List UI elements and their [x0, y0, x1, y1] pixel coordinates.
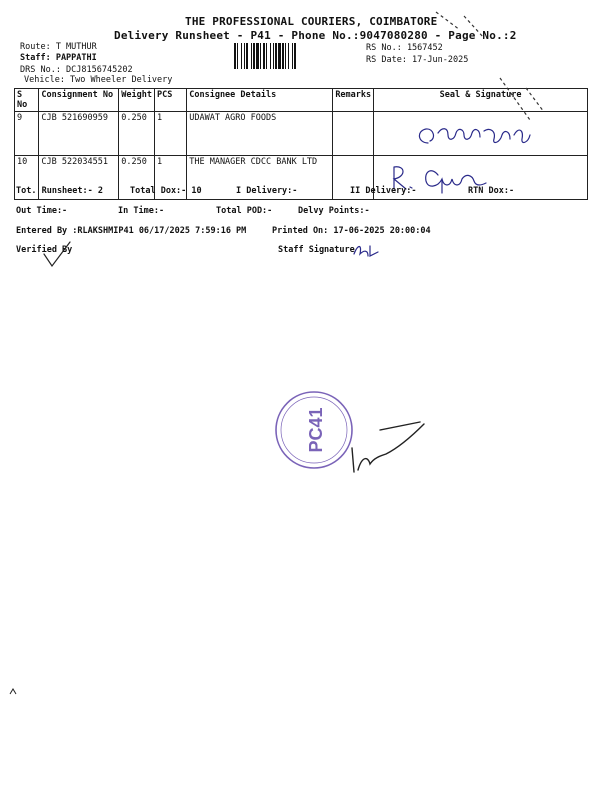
col-header-weight: Weight: [119, 89, 155, 112]
rs-date: RS Date: 17-Jun-2025: [366, 55, 469, 65]
entered-by: Entered By :RLAKSHMIP41 06/17/2025 7:59:16 PM: [16, 226, 247, 236]
stray-mark: [8, 686, 18, 696]
delvy-points: Delvy Points:-: [298, 206, 370, 216]
cell-weight: 0.250: [119, 156, 155, 200]
cell-consignee: THE MANAGER CDCC BANK LTD: [187, 156, 333, 200]
cell-remarks: [333, 112, 374, 156]
barcode-image: [234, 43, 346, 69]
total-dox: Total Dox:- 10: [130, 186, 202, 196]
col-header-consignment: Consignment No: [39, 89, 119, 112]
verified-by-label: Verified By: [16, 245, 73, 255]
col-header-pcs: PCS: [154, 89, 186, 112]
out-time: Out Time:-: [16, 206, 68, 216]
total-pod: Total POD:-: [216, 206, 273, 216]
in-time: In Time:-: [118, 206, 165, 216]
cell-consignee: UDAWAT AGRO FOODS: [187, 112, 333, 156]
pen-mark-lines: [430, 8, 550, 128]
col-header-signature: Seal & Signature: [374, 89, 588, 112]
cell-sno: 10: [15, 156, 39, 200]
cell-consignment: CJB 521690959: [39, 112, 119, 156]
drs-number: DRS No.: DCJ8156745202: [20, 65, 133, 75]
cell-weight: 0.250: [119, 112, 155, 156]
tot-runsheet: Tot. Runsheet:- 2: [16, 186, 103, 196]
cell-sno: 9: [15, 112, 39, 156]
col-header-remarks: Remarks: [333, 89, 374, 112]
ii-delivery: II Delivery:-: [350, 186, 417, 196]
vehicle-label: Vehicle: Two Wheeler Delivery: [24, 75, 173, 85]
cell-consignment: CJB 522034551: [39, 156, 119, 200]
staff-label: Staff: PAPPATHI: [20, 53, 97, 63]
cell-pcs: 1: [154, 156, 186, 200]
document-title: THE PROFESSIONAL COURIERS, COIMBATORE: [185, 15, 438, 28]
printed-on: Printed On: 17-06-2025 20:00:04: [272, 226, 431, 236]
col-header-consignee: Consignee Details: [187, 89, 333, 112]
staff-signature-scribble: [352, 240, 382, 260]
stamp-text: PC41: [306, 407, 326, 453]
i-delivery: I Delivery:-: [236, 186, 298, 196]
rtn-dox: RTN Dox:-: [468, 186, 515, 196]
cell-pcs: 1: [154, 112, 186, 156]
document-subtitle: Delivery Runsheet - P41 - Phone No.:9047080280 - Page No.:2: [114, 29, 517, 42]
checkmark-icon: [40, 236, 80, 270]
route-label: Route: T MUTHUR: [20, 42, 97, 52]
rs-number: RS No.: 1567452: [366, 43, 443, 53]
col-header-sno: S No: [15, 89, 39, 112]
staff-signature-label: Staff Signature: [278, 245, 355, 255]
handwritten-signature-large: [340, 420, 430, 480]
